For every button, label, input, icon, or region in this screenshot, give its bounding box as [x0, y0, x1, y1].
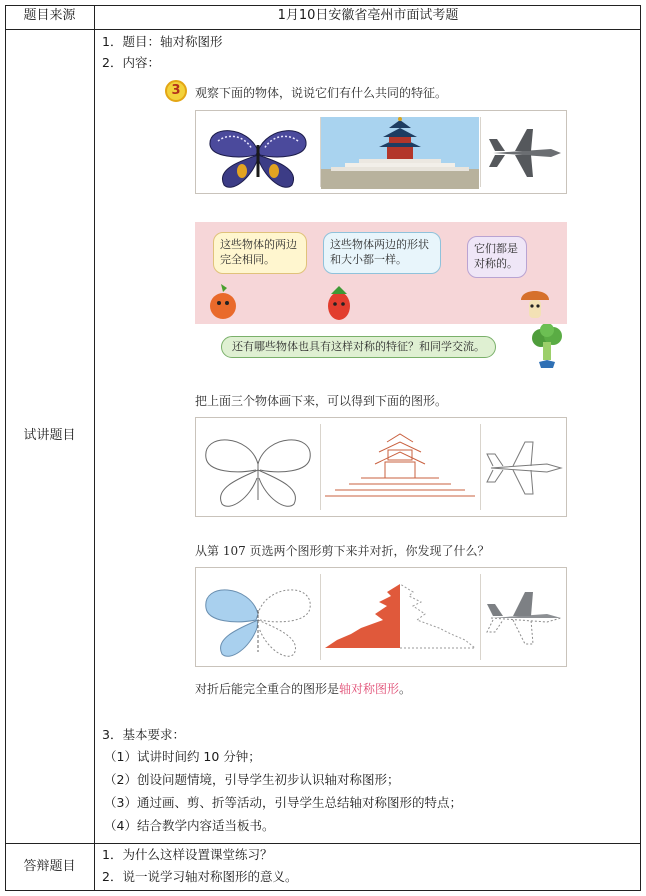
- broccoli-character: [527, 324, 567, 372]
- defense-divider: [5, 843, 641, 844]
- outline-panel: [195, 417, 567, 517]
- header-source-label: 题目来源: [23, 8, 76, 23]
- header-divider: [5, 29, 641, 30]
- discussion-band: [195, 222, 567, 324]
- jet-outline: [481, 426, 567, 510]
- trial-topic-label: 试讲题目: [23, 428, 76, 443]
- discussion-prompt: 还有哪些物体也具有这样对称的特征？和同学交流。: [221, 336, 496, 358]
- defense-question-1: 1．为什么这样设置课堂练习？: [102, 847, 273, 862]
- temple-half-colored: [321, 576, 479, 660]
- exercise-number-badge: 3: [165, 80, 187, 102]
- requirement-4: （4）结合教学内容适当板书。: [104, 818, 275, 833]
- temple-photo: [321, 117, 479, 189]
- speech-bubble-3: 它们都是对称的。: [467, 236, 527, 278]
- header-exam-title: 1月10日安徽省亳州市面试考题: [277, 8, 459, 23]
- column-divider: [94, 5, 95, 891]
- axis-symmetry-conclusion: [195, 680, 411, 697]
- photo-panel: [195, 110, 567, 194]
- requirement-3: （3）通过画、剪、折等活动，引导学生总结轴对称图形的特点；: [104, 795, 462, 810]
- requirement-2: （2）创设问题情境，引导学生初步认识轴对称图形；: [104, 772, 400, 787]
- conclusion-text: 对折后能完全重合的图形是: [195, 682, 340, 696]
- axis-symmetric-term: 轴对称图形: [339, 682, 400, 696]
- requirement-1: （1）试讲时间约 10 分钟；: [104, 749, 261, 764]
- topic-title: 1．题目：轴对称图形: [102, 34, 223, 49]
- temple-outline: [321, 426, 479, 510]
- draw-instruction: 把上面三个物体画下来，可以得到下面的图形。: [195, 394, 448, 408]
- folded-panel: [195, 567, 567, 667]
- cut-fold-question: 从第 107 页选两个图形剪下来并对折，你发现了什么？: [195, 544, 490, 558]
- observe-prompt: 观察下面的物体，说说它们有什么共同的特征。: [195, 86, 448, 100]
- jet-half-colored: [481, 576, 567, 660]
- cartoon-characters: [203, 280, 563, 324]
- speech-bubble-1: 这些物体的两边完全相同。: [213, 232, 307, 274]
- conclusion-period: 。: [399, 682, 412, 696]
- defense-question-2: 2．说一说学习轴对称图形的意义。: [102, 869, 298, 884]
- content-label: 2．内容：: [102, 55, 160, 70]
- defense-topic-label: 答辩题目: [23, 859, 76, 874]
- textbook-image: [165, 76, 575, 701]
- speech-bubble-2: 这些物体两边的形状和大小都一样。: [323, 232, 441, 274]
- requirements-label: 3．基本要求：: [102, 727, 185, 742]
- jet-photo: [481, 117, 567, 189]
